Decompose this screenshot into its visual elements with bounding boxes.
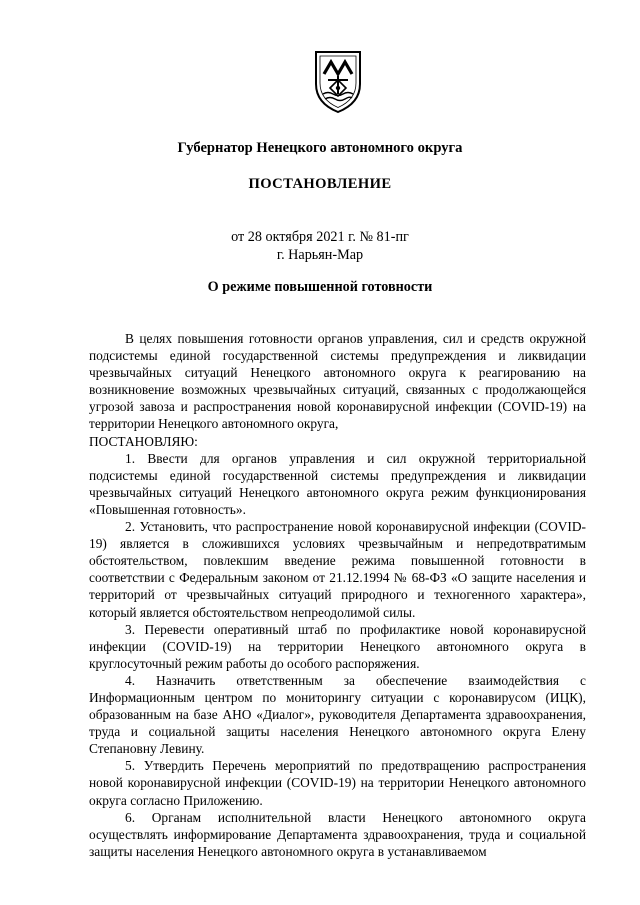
clause-6: 6. Органам исполнительной власти Ненецкого автономного округа осуществлять информирование Департамента здравоохранения, труда и социальной защиты населения Ненецкого автономного округа в устанавливаемом xyxy=(89,809,586,859)
coat-of-arms-icon xyxy=(312,50,364,114)
clause-1: 1. Ввести для органов управления и сил окружной территориальной подсистемы единой государственной системы предупреждения и ликвидации чрезвычайных ситуаций Ненецкого автономного округа режим функционирования «Повышенная готовность». xyxy=(89,450,586,517)
decree-word: ПОСТАНОВЛЯЮ: xyxy=(89,433,198,449)
clause-4: 4. Назначить ответственным за обеспечение взаимодействия с Информационным центром по мониторингу ситуации с коронавирусом (ИЦК), образованным на базе АНО «Диалог», руководителя Департамента здравоохранения, труда и социальной защиты населения Ненецкого автономного округа Елену Степановну Левину. xyxy=(89,672,586,757)
document-subject: О режиме повышенной готовности xyxy=(207,279,433,295)
clause-5: 5. Утвердить Перечень мероприятий по предотвращению распространения новой коронавирусной инфекции (COVID-19) на территории Ненецкого автономного округа согласно Приложению. xyxy=(89,758,586,808)
issue-city: г. Нарьян-Мар xyxy=(276,247,364,263)
date-number-line: от 28 октября 2021 г. № 81-пг xyxy=(231,229,409,245)
clause-3: 3. Перевести оперативный штаб по профилактике новой коронавирусной инфекции (COVID-19) на территории Ненецкого автономного округа в круглосуточный режим работы до особого распоряжения. xyxy=(89,621,586,671)
issuer-title: Губернатор Ненецкого автономного округа xyxy=(177,140,463,156)
document-body xyxy=(89,330,586,860)
document-type: ПОСТАНОВЛЕНИЕ xyxy=(248,176,392,192)
clause-2: 2. Установить, что распространение новой коронавирусной инфекции (COVID-19) является в сложившихся условиях чрезвычайным и непредотвратимым обстоятельством, повлекшим введение режима повышенной готовности в соответствии с Федеральным законом от 21.12.1994 № 68-ФЗ «О защите населения и территорий от чрезвычайных ситуаций природного и техногенного характера», который является обстоятельством непреодолимой силы. xyxy=(89,519,586,620)
preamble-paragraph: В целях повышения готовности органов управления, сил и средств окружной подсистемы единой государственной системы предупреждения и ликвидации чрезвычайных ситуаций Ненецкого автономного округа к реагированию на возникновение возможных чрезвычайных ситуаций, связанных с продолжающейся угрозой завоза и распространения новой коронавирусной инфекции (COVID-19) на территории Ненецкого автономного округа, xyxy=(89,331,586,432)
